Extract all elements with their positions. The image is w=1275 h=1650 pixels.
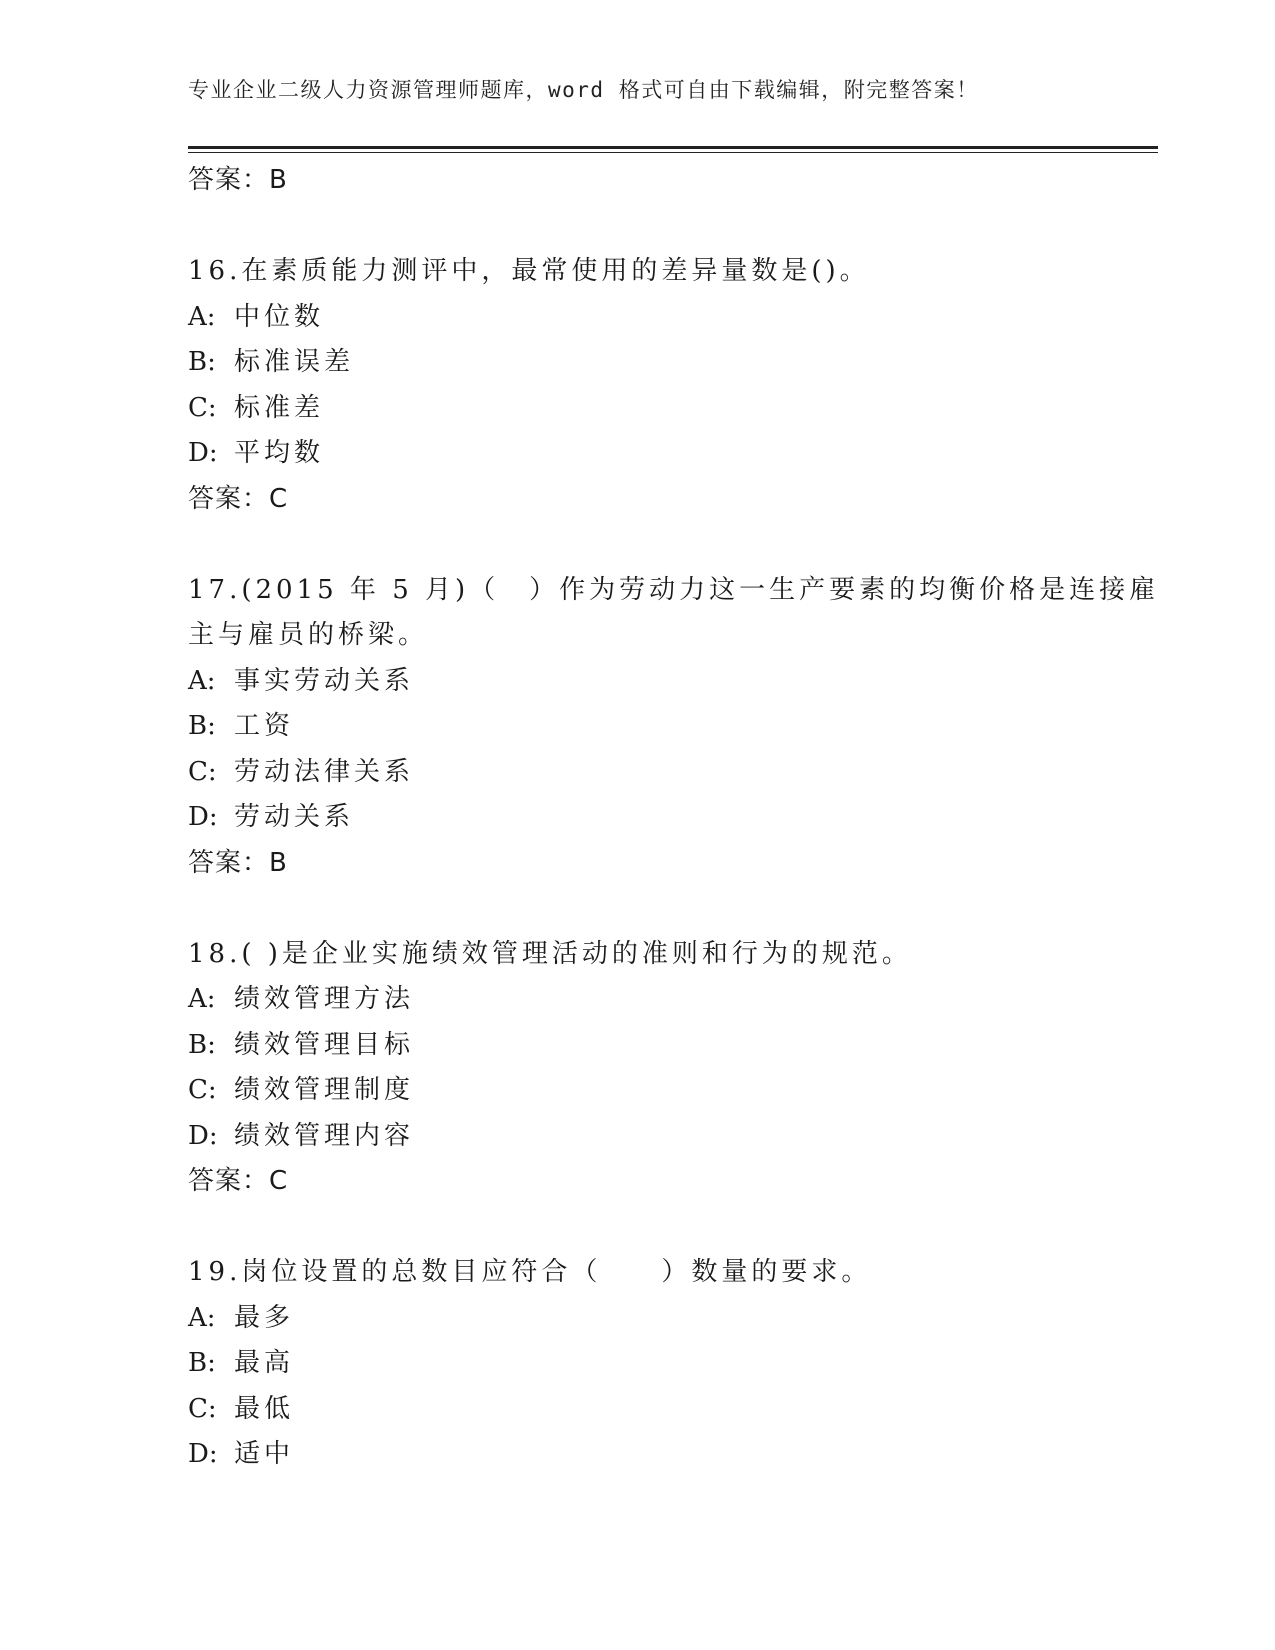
option-key: D:	[188, 802, 218, 832]
option-key: C:	[188, 1075, 217, 1105]
option-c	[188, 1387, 1148, 1433]
answer-line: 答案：B	[188, 847, 288, 878]
option-key: C:	[188, 392, 217, 423]
option-text: 绩效管理制度	[234, 1075, 415, 1105]
option-a	[188, 295, 1148, 341]
option-text: 绩效管理方法	[234, 984, 415, 1014]
spacer	[188, 886, 1148, 932]
question-block-18	[188, 932, 1148, 1205]
option-key: C:	[188, 756, 217, 787]
answer-line: 答案：C	[188, 483, 289, 514]
option-key: B:	[188, 1029, 216, 1060]
option-key: B:	[188, 711, 216, 741]
option-d	[188, 431, 1148, 477]
option-b	[188, 704, 1148, 750]
option-b	[188, 1023, 1148, 1069]
option-c	[188, 1068, 1148, 1114]
answer-line: 答案：C	[188, 1166, 289, 1196]
question-block-16	[188, 249, 1148, 522]
option-b	[188, 1341, 1148, 1387]
header-rule-thin	[188, 152, 1158, 153]
spacer	[188, 204, 1148, 250]
option-text: 绩效管理内容	[234, 1120, 415, 1151]
option-text: 最高	[234, 1348, 295, 1378]
option-a	[188, 977, 1148, 1023]
answer-line: 答案：B	[188, 165, 288, 195]
question-text: 19.岗位设置的总数目应符合（ ）数量的要求。	[188, 1257, 872, 1287]
option-a	[188, 1296, 1148, 1342]
option-text: 劳动关系	[234, 802, 355, 832]
option-c	[188, 386, 1148, 432]
option-key: A:	[188, 301, 216, 332]
option-d	[188, 1114, 1148, 1160]
question-block-19	[188, 1250, 1148, 1478]
option-key: A:	[188, 665, 216, 696]
option-a	[188, 659, 1148, 705]
option-key: B:	[188, 347, 216, 377]
option-b	[188, 340, 1148, 386]
option-text: 绩效管理目标	[234, 1029, 415, 1060]
question-text-continued: 主与雇员的桥梁。	[188, 620, 429, 650]
question-text: 18.( )是企业实施绩效管理活动的准则和行为的规范。	[188, 938, 912, 969]
option-key: D:	[188, 438, 218, 468]
option-key: B:	[188, 1348, 216, 1378]
option-key: A:	[188, 1302, 216, 1333]
option-text: 事实劳动关系	[234, 665, 415, 696]
spacer	[188, 522, 1148, 568]
option-key: D:	[188, 1439, 218, 1469]
spacer	[188, 1205, 1148, 1251]
option-d	[188, 795, 1148, 841]
option-key: C:	[188, 1393, 217, 1424]
option-text: 标准误差	[234, 347, 355, 377]
option-key: D:	[188, 1120, 218, 1151]
question-block-17	[188, 568, 1160, 887]
page-header: 专业企业二级人力资源管理师题库，word 格式可自由下载编辑，附完整答案！	[188, 78, 979, 102]
option-text: 最多	[234, 1302, 295, 1333]
option-c	[188, 750, 1148, 796]
option-text: 劳动法律关系	[234, 756, 415, 787]
option-text: 适中	[234, 1439, 295, 1469]
option-text: 中位数	[234, 301, 325, 332]
option-text: 最低	[234, 1393, 295, 1424]
option-text: 标准差	[234, 392, 325, 423]
question-text: 16.在素质能力测评中，最常使用的差异量数是()。	[188, 256, 870, 286]
question-text: 17.(2015 年 5 月)（ ）作为劳动力这一生产要素的均衡价格是连接雇	[188, 574, 1160, 605]
option-text: 工资	[234, 711, 295, 741]
option-key: A:	[188, 984, 216, 1014]
option-d	[188, 1432, 1148, 1478]
option-text: 平均数	[234, 438, 325, 468]
header-rule-thick	[188, 146, 1158, 149]
document-body	[188, 158, 1160, 1478]
